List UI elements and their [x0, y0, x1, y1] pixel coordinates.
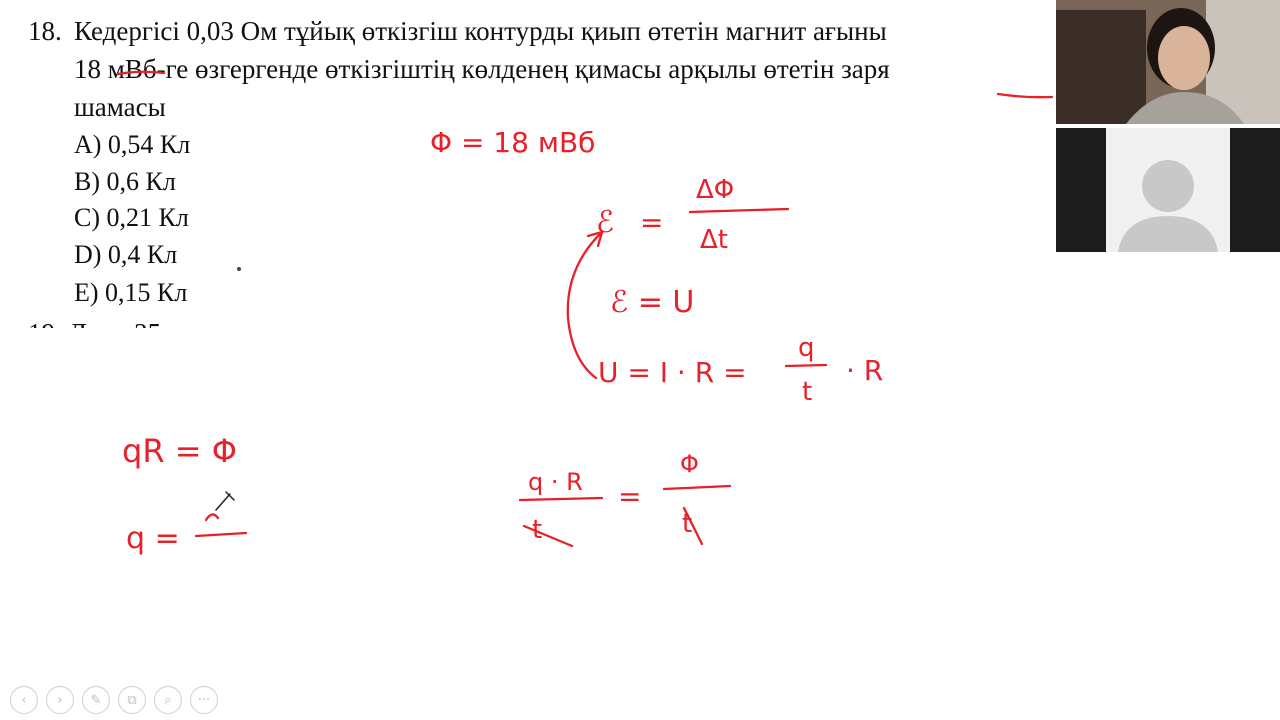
ohm-text: U = I · R =: [598, 356, 747, 389]
copy-icon[interactable]: ⧉: [118, 686, 146, 714]
pen-icon[interactable]: ✎: [82, 686, 110, 714]
presenter-illustration: [1056, 0, 1280, 124]
flux-given-text: Φ = 18 мВб: [430, 126, 596, 159]
frac-left-den: t: [532, 515, 543, 545]
option-b: B) 0,6 Кл: [74, 167, 176, 196]
frac-equals: =: [618, 480, 642, 513]
pen-cursor-icon: [216, 492, 234, 510]
underline-mvb: [118, 72, 164, 74]
underline-zaryad: [998, 94, 1052, 97]
option-e: E) 0,15 Кл: [74, 278, 188, 307]
question-number: 18.: [28, 16, 62, 46]
q-over-t-den: t: [802, 377, 813, 407]
question-line-3: шамасы: [74, 92, 166, 122]
search-icon[interactable]: ⌕: [154, 686, 182, 714]
q-over-t-bar: [786, 365, 826, 366]
emf-fraction-bar: [690, 209, 788, 212]
frac-right-den: t: [682, 509, 693, 539]
q-eq-text: q =: [126, 521, 180, 556]
option-a: A) 0,54 Кл: [74, 130, 191, 159]
frac-right-bar: [664, 486, 730, 489]
frac-right-num: Φ: [680, 450, 699, 478]
next-icon[interactable]: ›: [46, 686, 74, 714]
presenter-video[interactable]: [1056, 0, 1280, 124]
prev-icon[interactable]: ‹: [10, 686, 38, 714]
option-c: C) 0,21 Кл: [74, 203, 189, 232]
emf-symbol: ℰ: [596, 205, 615, 240]
question-line-2: 18 мВб-ге өзгергенде өткізгіштің көлденең қимасы арқылы өтетін заря: [74, 54, 890, 84]
emf-den: Δt: [700, 225, 728, 255]
presentation-toolbar: [10, 686, 218, 714]
more-icon[interactable]: ···: [190, 686, 218, 714]
avatar-placeholder-icon: [1106, 128, 1230, 252]
emf-u-text: ℰ = U: [610, 285, 695, 320]
frac-left-bar: [520, 498, 602, 500]
qr-flux-text: qR = Φ: [122, 432, 237, 470]
q-eq-tick: [206, 514, 218, 520]
times-r-text: · R: [846, 354, 884, 387]
q-over-t-num: q: [798, 333, 815, 363]
participant-avatar-frame: [1106, 128, 1230, 252]
participant-video[interactable]: [1056, 128, 1280, 252]
question-line-1: Кедергісі 0,03 Ом тұйық өткізгіш контурды қиып өтетін магнит ағыны: [74, 16, 887, 46]
emf-equals: =: [640, 206, 664, 239]
option-d: D) 0,4 Кл: [74, 240, 178, 269]
emf-num: ΔΦ: [696, 175, 735, 205]
q-eq-line: [196, 533, 246, 536]
frac-left-num: q · R: [528, 468, 583, 496]
connector-arrow: [568, 232, 602, 378]
